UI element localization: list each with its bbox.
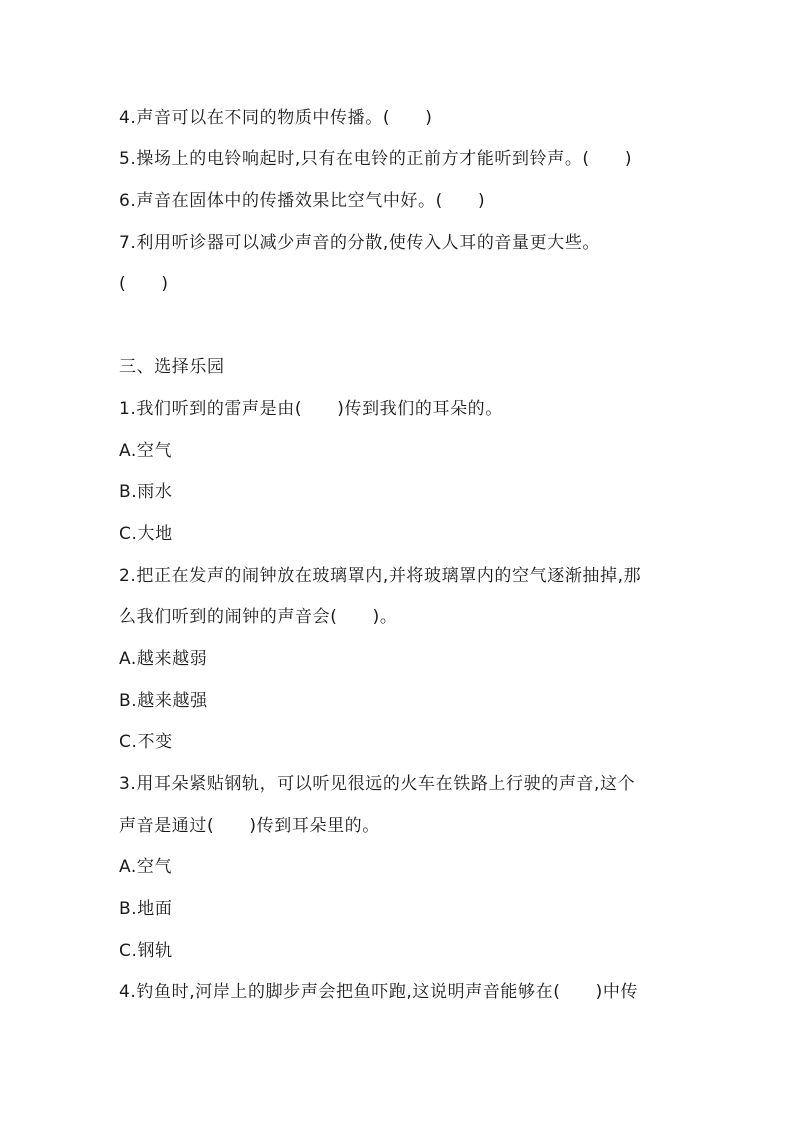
choice-question-1-option-b: B.雨水 — [119, 482, 173, 502]
choice-question-3-stem-line-1: 3.用耳朵紧贴钢轨，可以听见很远的火车在铁路上行驶的声音,这个 — [119, 774, 636, 794]
choice-question-2-option-b: B.越来越强 — [119, 691, 208, 711]
section-heading: 三、选择乐园 — [119, 357, 225, 377]
choice-question-1-option-a: A.空气 — [119, 441, 173, 461]
judge-question-4: 4.声音可以在不同的物质中传播。( ) — [119, 108, 433, 128]
judge-question-5: 5.操场上的电铃响起时,只有在电铃的正前方才能听到铃声。( ) — [119, 149, 633, 169]
judge-question-7-line-1: 7.利用听诊器可以减少声音的分散,使传入人耳的音量更大些。 — [119, 233, 601, 253]
choice-question-2-stem-line-2: 么我们听到的闹钟的声音会( )。 — [119, 607, 398, 627]
judge-question-6: 6.声音在固体中的传播效果比空气中好。( ) — [119, 191, 486, 211]
choice-question-2-stem-line-1: 2.把正在发声的闹钟放在玻璃罩内,并将玻璃罩内的空气逐渐抽掉,那 — [119, 566, 642, 586]
choice-question-3-option-a: A.空气 — [119, 857, 173, 877]
choice-question-1-option-c: C.大地 — [119, 524, 173, 544]
choice-question-1-stem: 1.我们听到的雷声是由( )传到我们的耳朵的。 — [119, 399, 503, 419]
choice-question-2-option-c: C.不变 — [119, 732, 173, 752]
choice-question-3-option-b: B.地面 — [119, 899, 173, 919]
judge-question-7-line-2: ( ) — [119, 274, 169, 294]
choice-question-4-stem-line-1: 4.钓鱼时,河岸上的脚步声会把鱼吓跑,这说明声音能够在( )中传 — [119, 982, 639, 1002]
choice-question-3-stem-line-2: 声音是通过( )传到耳朵里的。 — [119, 816, 380, 836]
choice-question-3-option-c: C.钢轨 — [119, 941, 173, 961]
choice-question-2-option-a: A.越来越弱 — [119, 649, 208, 669]
